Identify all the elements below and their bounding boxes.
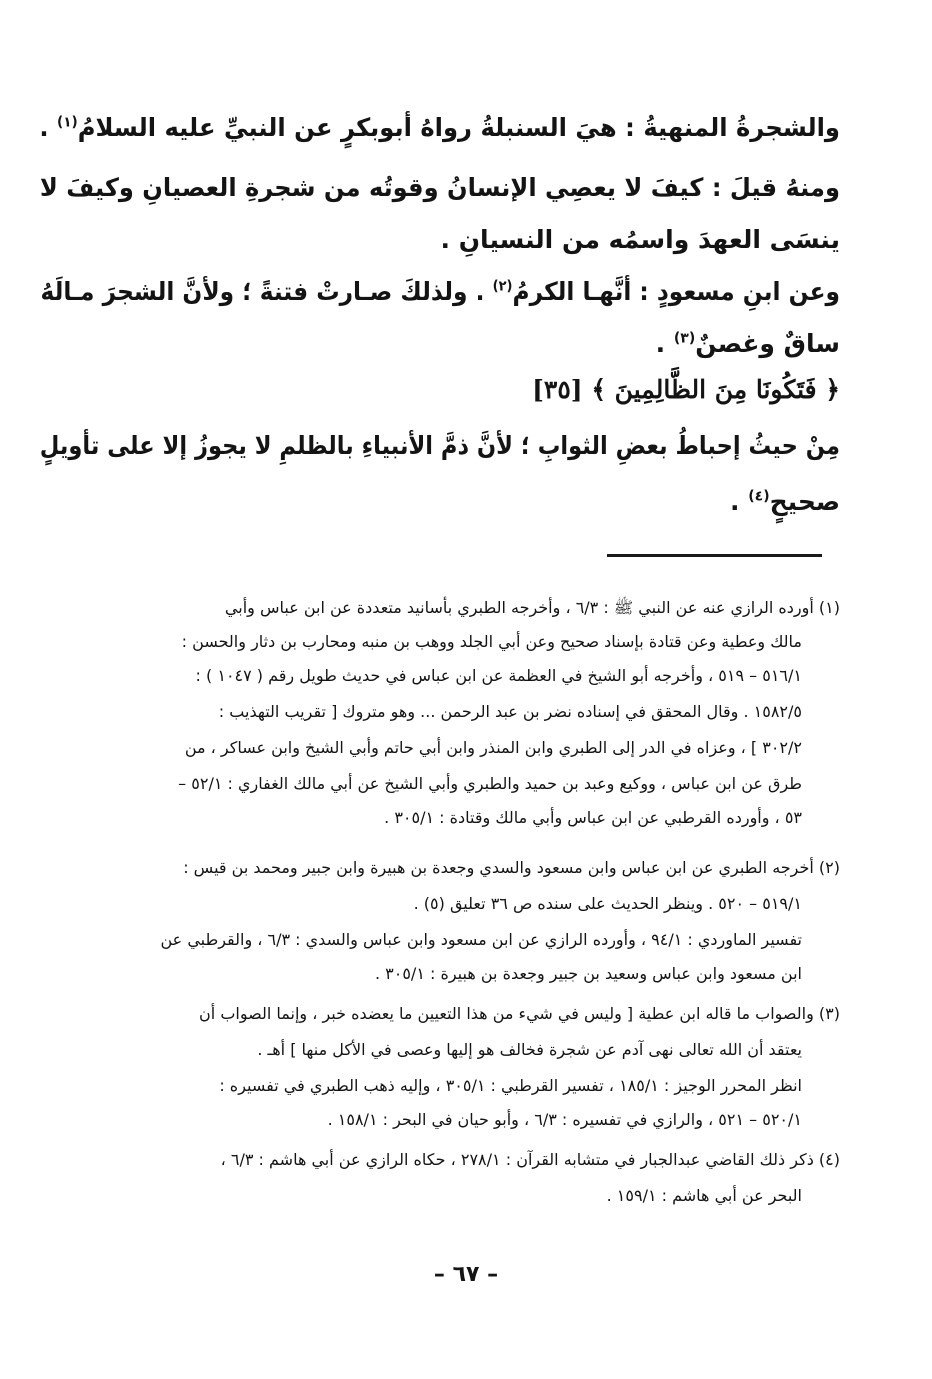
- footnote-marker-1: (١): [57, 114, 78, 131]
- footnote-marker-2: (٢): [492, 278, 513, 295]
- footnote-1-line-1: (١) أورده الرازي عنه عن النبي ﷺ : ٦/٣ ، وأخرجه الطبري بأسانيد متعددة عن ابن عباس وأبي: [224, 598, 840, 617]
- quran-verse-text: ﴿ فَتَكُونَا مِنَ الظَّالِمِينَ ﴾: [591, 375, 840, 404]
- footnote-marker-4: (٤): [748, 488, 770, 505]
- main-text-line-2: ومنهُ قيلَ : كيفَ لا يعصِي الإنسانُ وقوتُه من شجرةِ العصيانِ وكيفَ لا: [39, 173, 840, 202]
- footnote-3-line-3: انظر المحرر الوجيز : ١٨٥/١ ، تفسير القرطبي : ٣٠٥/١ ، وإليه ذهب الطبري في تفسيره :: [219, 1076, 802, 1095]
- main-text-line-5-period: .: [655, 329, 674, 358]
- footnote-2-line-2: ٥١٩/١ – ٥٢٠ . وينظر الحديث على سنده ص ٣٦ تعليق (٥) .: [413, 894, 802, 913]
- main-text-line-1-text: والشجرةُ المنهيةُ : هيَ السنبلةُ رواهُ أبوبكرٍ عن النبيِّ عليه السلامُ: [77, 113, 840, 142]
- page-number: – ٦٧ –: [433, 1262, 499, 1287]
- footnote-2-line-3: تفسير الماوردي : ٩٤/١ ، وأورده الرازي عن ابن مسعود وابن عباس والسدي : ٦/٣ ، والقرطبي عن: [160, 930, 802, 949]
- footnote-marker-3: (٣): [673, 330, 696, 347]
- footnote-2-line-4: ابن مسعود وابن عباس وسعيد بن جبير وجعدة بن هبيرة : ٣٠٥/١ .: [374, 964, 802, 983]
- main-text-line-7: [120, 484, 840, 520]
- main-text-line-6: مِنْ حيثُ إحباطُ بعضِ الثوابِ ؛ لأنَّ ذمَّ الأنبياءِ بالظلمِ لا يجوزُ إلا على تأويلٍ: [39, 431, 840, 460]
- main-text-line-3: ينسَى العهدَ واسمُه من النسيانِ .: [440, 225, 840, 254]
- main-text-line-4-text: وعن ابنِ مسعودٍ : أنَّهـا الكرمُ: [512, 277, 840, 306]
- main-text-line-5: [120, 326, 840, 362]
- main-text-line-1-period: .: [39, 113, 58, 142]
- main-text-line-4-rest: . ولذلكَ صـارتْ فتنةً ؛ ولأنَّ الشجرَ مـالَهُ: [40, 277, 493, 306]
- footnote-4-line-1: (٤) ذكر ذلك القاضي عبدالجبار في متشابه القرآن : ٢٧٨/١ ، حكاه الرازي عن أبي هاشم : ٦/٣ ،: [220, 1150, 840, 1169]
- main-text-line-7-period: .: [730, 487, 749, 516]
- verse-number: [٣٥]: [532, 375, 583, 404]
- footnote-1-line-2: مالك وعطية وعن قتادة بإسناد صحيح وعن أبي الجلد ووهب بن منبه ومحارب بن دثار والحسن :: [181, 632, 802, 651]
- footnote-4-line-2: البحر عن أبي هاشم : ١٥٩/١ .: [606, 1186, 802, 1205]
- footnote-1-line-3: ٥١٦/١ – ٥١٩ ، وأخرجه أبو الشيخ في العظمة عن ابن عباس في حديث طويل رقم ( ١٠٤٧ ) :: [195, 666, 802, 685]
- footnote-1-line-4: ١٥٨٢/٥ . وقال المحقق في إسناده نضر بن عبد الرحمن ... وهو متروك [ تقريب التهذيب :: [218, 702, 802, 721]
- footnote-2-line-1: (٢) أخرجه الطبري عن ابن عباس وابن مسعود والسدي وجعدة بن هبيرة وابن جبير ومحمد بن قيس :: [183, 858, 840, 877]
- main-text-line-4: [40, 274, 840, 310]
- footnote-separator: [607, 554, 822, 557]
- footnote-3-line-4: ٥٢٠/١ – ٥٢١ ، والرازي في تفسيره : ٦/٣ ، وأبو حيان في البحر : ١٥٨/١ .: [327, 1110, 802, 1129]
- main-text-line-7-text: صحيحٍ: [769, 487, 840, 516]
- footnote-3-line-2: يعتقد أن الله تعالى نهى آدم عن شجرة فخالف هو إليها وعصى في الأكل منها ] أهـ .: [257, 1040, 802, 1059]
- footnote-1-line-6: طرق عن ابن عباس ، ووكيع وعبد بن حميد والطبري وأبي الشيخ عن أبي مالك الغفاري : ٥٢/١ –: [178, 774, 802, 793]
- main-text-line-1: [39, 110, 840, 146]
- footnote-3-line-1: (٣) والصواب ما قاله ابن عطية [ وليس في شيء من هذا التعيين ما يعضده خبر ، وإنما الصواب أن: [199, 1004, 840, 1023]
- footnote-1-line-5: ٣٠٢/٢ ] ، وعزاه في الدر إلى الطبري وابن المنذر وابن أبي حاتم وأبي الشيخ وابن عساكر ، من: [184, 738, 802, 757]
- footnote-1-line-7: ٥٣ ، وأورده القرطبي عن ابن عباس وأبي مالك وقتادة : ٣٠٥/١ .: [384, 808, 802, 827]
- quran-verse: [532, 372, 840, 408]
- main-text-line-5-text: ساقٌ وغصنٌ: [695, 329, 840, 358]
